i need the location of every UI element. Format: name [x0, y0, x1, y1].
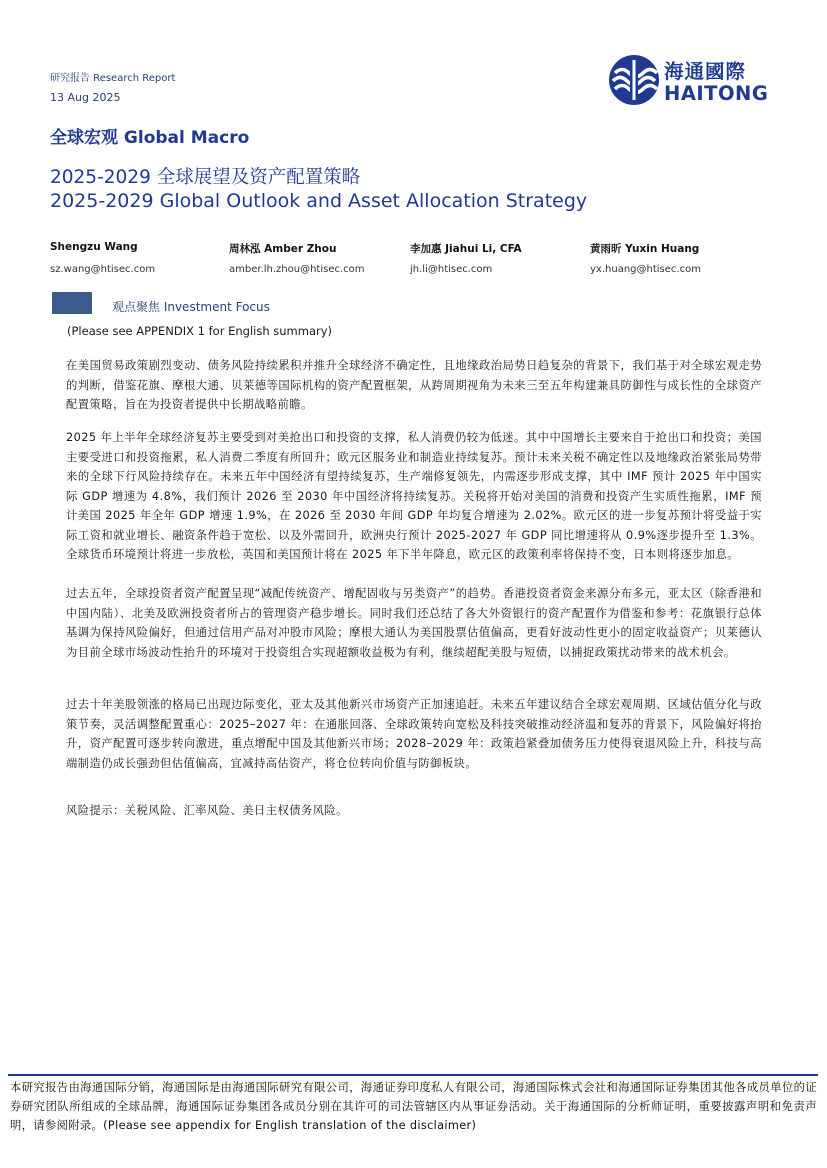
report-title-zh: 2025-2029 全球展望及资产配置策略 — [50, 167, 361, 188]
body-paragraph: 在美国贸易政策剧烈变动、债务风险持续累积并推升全球经济不确定性，且地缘政治局势日趋复杂的背景下，我们基于对全球宏观走势的判断，借鉴花旗、摩根大通、贝莱德等国际机构的资产配置框架，从跨周期视角为未来三至五年构建兼具防御性与成长性的全球资产配置策略，旨在为投资者提供中长期战略前瞻。 — [66, 359, 762, 411]
footer-disclaimer: 本研究报告由海通国际分销，海通国际是由海通国际研究有限公司，海通证券印度私人有限公司，海通国际株式会社和海通国际证券集团其他各成员单位的证券研究团队所组成的全球品牌，海通国际证券集团各成员分别在其许可的司法管辖区内从事证券活动。关于海通国际的分析师证明，重要披露声明和免责声明，请参阅附录。(Please see appendix for English translation of the disclaimer) — [10, 1081, 817, 1132]
author-email[interactable]: jh.li@htisec.com — [410, 264, 493, 275]
author-name: 李加惠 Jiahui Li, CFA — [410, 243, 522, 255]
body-paragraph: 2025 年上半年全球经济复苏主要受到对美抢出口和投资的支撑，私人消费仍较为低迷。其中中国增长主要来自于抢出口和投资；美国主要受进口和投资拖累，私人消费二季度有所回升；欧元区服务业和制造业持续复苏。预计未来关税不确定性以及地缘政治紧张局势带来的全球下行风险持续存在。未来五年中国经济有望持续复苏，生产端修复领先，内需逐步形成支撑，其中 IMF 预计 2025 年中国实际 GDP 增速为 4.8%，我们预计 2026 至 2030 年中国经济将持续复苏。关税将开始对美国的消费和投资产生实质性拖累，IMF 预计美国 2025 年全年 GDP 增速 1.9%，在 2026 至 2030 年间 GDP 年均复合增速为 2.02%。欧元区的进一步复苏预计将受益于实际工资和就业增长、融资条件趋于宽松、以及外需回升，欧洲央行预计 2025-2027 年 GDP 同比增速将从 0.9%逐步提升至 1.3%。全球货币环境预计将进一步放松，英国和美国预计将在 2025 年下半年降息，欧元区的政策利率将保持不变，日本则将逐步加息。 — [66, 431, 762, 561]
author-email[interactable]: yx.huang@htisec.com — [590, 264, 701, 275]
investment-focus-heading: 观点聚焦 Investment Focus — [112, 300, 270, 314]
section-title: 全球宏观 Global Macro — [50, 128, 250, 148]
author-email[interactable]: sz.wang@htisec.com — [50, 264, 156, 275]
body-paragraph: 过去十年美股领涨的格局已出现边际变化，亚太及其他新兴市场资产正加速追赶。未来五年建议结合全球宏观周期、区域估值分化与政策节奏，灵活调整配置重心：2025–2027 年：在通胀回落、全球政策转向宽松及科技突破推动经济温和复苏的背景下，风险偏好将抬升，资产配置可逐步转向激进，重点增配中国及其他新兴市场；2028–2029 年：政策趋紧叠加债务压力使得衰退风险上升，科技与高端制造仍成长强劲但估值偏高，宜减持高估资产，将仓位转向价值与防御板块。 — [66, 698, 762, 770]
report-title-en: 2025-2029 Global Outlook and Asset Allocation Strategy — [50, 190, 588, 212]
footer-divider — [8, 1074, 818, 1076]
appendix-note: (Please see APPENDIX 1 for English summary) — [67, 324, 333, 338]
haitong-logo — [607, 53, 772, 107]
report-type-label: 研究报告 Research Report — [50, 73, 176, 84]
author-name: 黄雨昕 Yuxin Huang — [590, 243, 700, 255]
author-name: 周林泓 Amber Zhou — [229, 243, 337, 255]
logo-name-en: HAITONG — [664, 82, 769, 105]
author-email[interactable]: amber.lh.zhou@htisec.com — [229, 264, 365, 275]
body-paragraph: 过去五年，全球投资者资产配置呈现“减配传统资产、增配固收与另类资产”的趋势。香港投资者资金来源分布多元，亚太区（除香港和中国内陆）、北美及欧洲投资者所占的管理资产稳步增长。同时我们还总结了各大外资银行的资产配置作为借鉴和参考：花旗银行总体基调为保持风险偏好，但通过信用产品对冲股市风险；摩根大通认为美国股票估值偏高，更看好波动性更小的固定收益资产；贝莱德认为目前全球市场波动性抬升的环境对于投资组合实现超额收益极为有利，继续超配美股与短债，以捕捉政策扰动带来的战术机会。 — [66, 587, 762, 659]
focus-section-marker — [52, 292, 92, 314]
haitong-emblem-icon — [607, 53, 661, 107]
risk-warning: 风险提示：关税风险、汇率风险、美日主权债务风险。 — [66, 804, 348, 817]
report-date: 13 Aug 2025 — [50, 91, 121, 104]
logo-name-zh: 海通國際 — [664, 60, 747, 83]
author-name: Shengzu Wang — [50, 241, 138, 253]
